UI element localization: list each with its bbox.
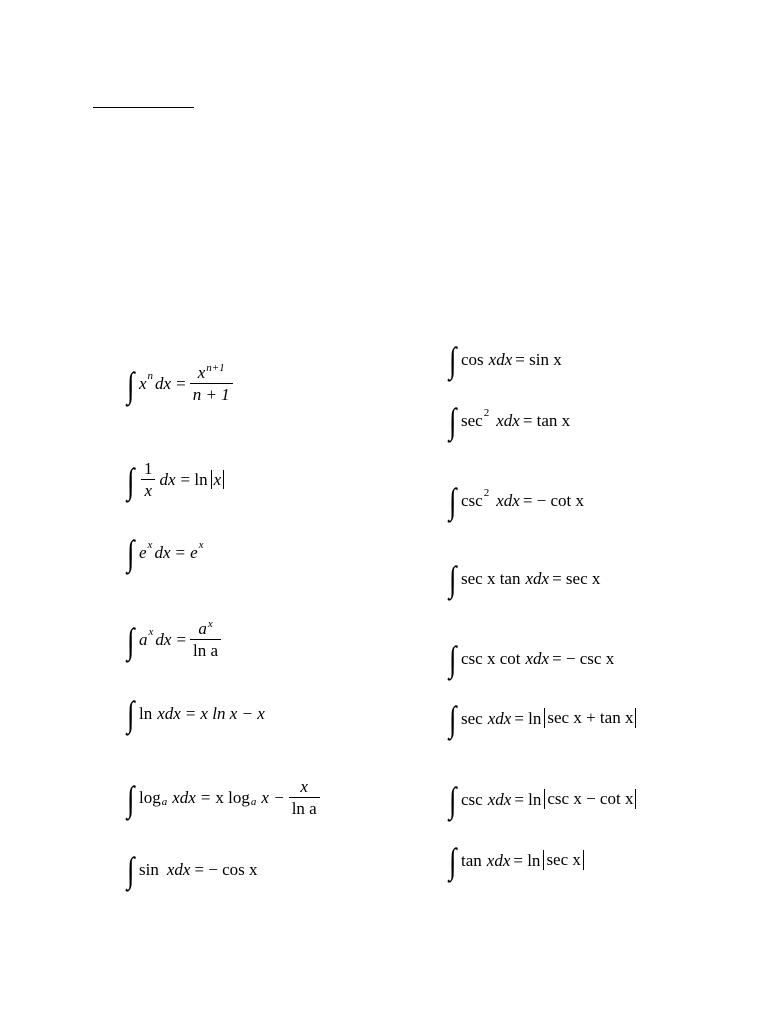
integral-sign: ∫ [449,481,457,521]
integral-sign: ∫ [127,620,135,661]
integral-sign: ∫ [449,639,457,679]
header-rule [93,107,194,108]
integral-sign: ∫ [449,340,457,380]
formula-exponential-e [127,533,204,573]
formula-text: xdx [488,349,513,369]
formula-exponential-a [127,620,225,659]
formula-text: xdx [525,648,550,668]
fraction-numerator: x [197,363,206,382]
integral-sign: ∫ [127,850,135,890]
formula-equals: = ln [514,708,542,728]
formula-sec-tan [449,559,601,599]
formula-function: sec [461,410,483,430]
formula-result: = − csc x [552,648,615,668]
formula-text: e [190,542,198,562]
formula-csc-cot [449,639,615,679]
formula-function: log [139,788,161,807]
integral-sign: ∫ [449,841,457,881]
formula-fraction [190,620,221,659]
formula-sine [127,850,258,890]
formula-exponent: x [148,626,154,638]
formula-text: a [139,630,148,649]
formula-result: x ln x − x [200,703,265,723]
formula-equals: = [185,703,196,723]
formula-power-rule [127,364,237,403]
formula-function: csc [461,789,483,809]
formula-text: dx [155,374,172,393]
formula-cosecant-squared [449,481,585,521]
formula-text: xdx [487,708,512,728]
integral-sign: ∫ [127,460,135,501]
formula-exponent: 2 [483,486,490,499]
formula-exponent: 2 [483,406,490,419]
formula-function: ln [139,703,153,723]
integral-sign: ∫ [127,694,135,734]
absolute-value: sec x [543,850,583,870]
formula-natural-log [127,694,265,734]
integral-sign: ∫ [449,401,457,441]
formula-text: xdx [157,703,181,723]
formula-function: sin [139,859,159,879]
absolute-value: csc x − cot x [544,789,636,809]
formula-text: x [139,374,147,393]
formula-result: = − cos x [194,859,258,879]
integral-sign: ∫ [449,780,457,820]
formula-function: csc x cot [461,648,521,668]
formula-result: = tan x [522,410,571,430]
formula-text: xdx [496,410,520,430]
formula-text: xdx [496,490,520,510]
formula-secant-squared [449,401,571,441]
formula-log-base-a [127,778,324,817]
formula-equals: = ln [513,850,541,870]
formula-function: sec [461,708,483,728]
formula-cosecant [449,780,636,820]
formula-result: = − cot x [522,490,585,510]
formula-function: cos [461,349,484,369]
formula-equals: = [175,542,186,562]
formula-exponent: x [207,618,213,630]
formula-reciprocal [127,460,224,499]
formula-equals: = ln [514,789,542,809]
formula-exponent: n [147,370,154,382]
formula-text: dx [155,630,172,649]
formula-subscript: a [161,796,168,808]
formula-exponent: x [147,538,153,551]
fraction-numerator: a [198,619,207,638]
formula-fraction [190,364,233,403]
formula-equals: = [176,374,186,393]
absolute-value: sec x + tan x [544,708,636,728]
formula-function: sec x tan [461,568,521,588]
integral-sign: ∫ [127,778,135,819]
formula-equals: = [200,788,211,807]
integral-sign: ∫ [127,533,135,573]
integral-sign: ∫ [449,699,457,739]
fraction-denominator: n + 1 [190,383,233,403]
formula-text: xdx [166,859,191,879]
formula-text: e [139,542,147,562]
fraction-numerator: x [300,777,308,796]
formula-result: = sin x [515,349,562,369]
formula-result: x − [261,788,285,807]
formula-fraction [141,460,156,499]
formula-text: xdx [486,850,511,870]
formula-exponent: n+1 [206,362,225,374]
formula-fraction [289,778,320,817]
formula-text: dx [154,542,171,562]
formula-text: dx [159,470,176,489]
integral-sign: ∫ [127,364,135,405]
formula-function: tan [461,850,482,870]
formula-result: x log [215,788,250,807]
formula-subscript: a [250,796,257,808]
fraction-denominator: x [141,479,155,499]
fraction-numerator: 1 [144,459,153,478]
formula-text: xdx [172,788,196,807]
formula-result: = sec x [552,568,601,588]
integral-sign: ∫ [449,559,457,599]
formula-tangent [449,841,584,881]
formula-text: xdx [525,568,550,588]
fraction-denominator: ln a [289,797,320,817]
formula-function: csc [461,490,483,510]
formula-secant [449,699,636,739]
formula-text: xdx [487,789,512,809]
absolute-value: x [211,470,225,490]
fraction-denominator: ln a [190,639,221,659]
formula-equals: = ln [180,470,208,489]
formula-exponent: x [198,538,204,551]
formula-cosine [449,340,562,380]
formula-equals: = [176,630,187,649]
